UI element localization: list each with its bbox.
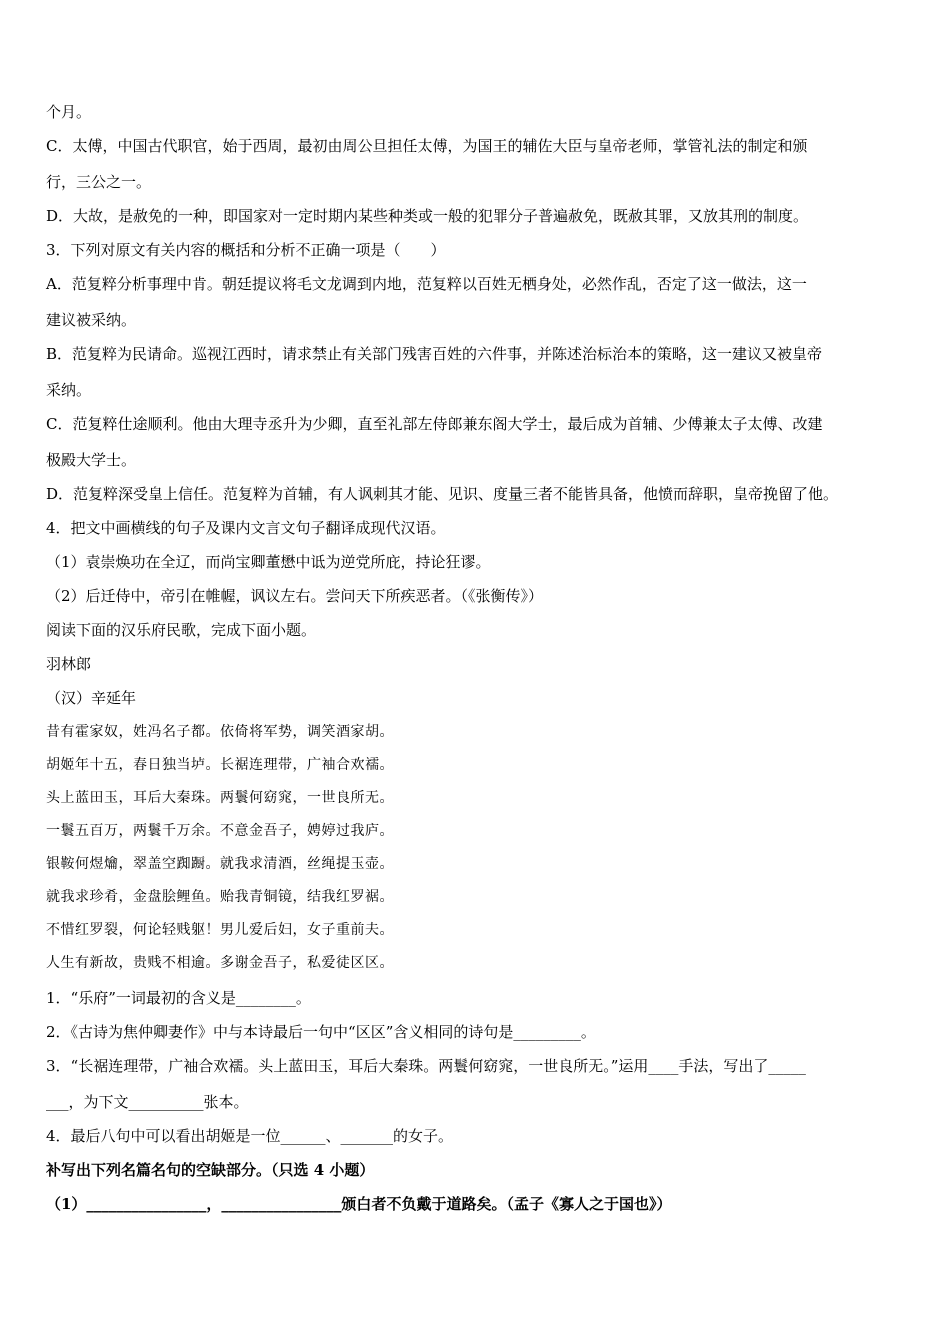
- q3-option-a-line2: 建议被采纳。: [46, 311, 137, 329]
- poem-line: 不惜红罗裂，何论轻贱躯！男儿爱后妇，女子重前夫。: [46, 922, 394, 938]
- section-heading: 补写出下列名篇名句的空缺部分。（只选 4 小题）: [46, 1161, 375, 1179]
- poem-author: （汉）辛延年: [46, 689, 137, 707]
- poem-line: 就我求珍肴，金盘脍鲤鱼。贻我青铜镜，结我红罗裾。: [46, 889, 394, 905]
- reading-instruction: 阅读下面的汉乐府民歌，完成下面小题。: [46, 621, 317, 639]
- poem-question-4: 4．最后八句中可以看出胡姬是一位______、_______的女子。: [46, 1127, 454, 1145]
- option-c-line1: C．太傅，中国古代职官，始于西周，最初由周公旦担任太傅，为国王的辅佐大臣与皇帝老师，掌管礼法的制定和颁: [46, 137, 808, 155]
- q3-option-b-line1: B．范复粹为民请命。巡视江西时，请求禁止有关部门残害百姓的六件事，并陈述治标治本的策略，这一建议又被皇帝: [46, 345, 823, 363]
- poem-line: 人生有新故，贵贱不相逾。多谢金吾子，私爱徒区区。: [46, 955, 394, 971]
- option-c-line2: 行，三公之一。: [46, 173, 152, 191]
- fill-blank-1: （1）________________，________________颁白者不负戴于道路矣。（孟子《寡人之于国也》）: [46, 1195, 672, 1213]
- question-3: 3．下列对原文有关内容的概括和分析不正确一项是（ ）: [46, 241, 446, 259]
- poem-question-3-line2: ___，为下文__________张本。: [46, 1093, 249, 1111]
- poem-line: 昔有霍家奴，姓冯名子都。依倚将军势，调笑酒家胡。: [46, 724, 394, 740]
- poem-title: 羽林郎: [46, 655, 92, 673]
- q3-option-a-line1: A．范复粹分析事理中肯。朝廷提议将毛文龙调到内地，范复粹以百姓无栖身处，必然作乱，否定了这一做法，这一: [46, 275, 807, 293]
- poem-line: 银鞍何煜爚，翠盖空踟蹰。就我求清酒，丝绳提玉壶。: [46, 856, 394, 872]
- poem-line: 胡姬年十五，春日独当垆。长裾连理带，广袖合欢襦。: [46, 757, 394, 773]
- poem-line: 一鬟五百万，两鬟千万余。不意金吾子，娉婷过我庐。: [46, 823, 394, 839]
- poem-question-2: 2．《古诗为焦仲卿妻作》中与本诗最后一句中“区区”含义相同的诗句是_________。: [46, 1023, 596, 1041]
- poem-line: 头上蓝田玉，耳后大秦珠。两鬟何窈窕，一世良所无。: [46, 790, 394, 806]
- q4-item-2: （2）后迁侍中，帝引在帷幄，讽议左右。尝问天下所疾恶者。（《张衡传》）: [46, 587, 544, 605]
- q3-option-c-line2: 极殿大学士。: [46, 451, 137, 469]
- text-line: 个月。: [46, 103, 92, 121]
- q3-option-b-line2: 采纳。: [46, 381, 92, 399]
- poem-question-3-line1: 3．“长裾连理带，广袖合欢襦。头上蓝田玉，耳后大秦珠。两鬟何窈窕，一世良所无。”运用____手法，写出了_____: [46, 1057, 806, 1075]
- q3-option-d: D．范复粹深受皇上信任。范复粹为首辅，有人讽刺其才能、见识、度量三者不能皆具备，他愤而辞职，皇帝挽留了他。: [46, 485, 839, 503]
- question-4: 4．把文中画横线的句子及课内文言文句子翻译成现代汉语。: [46, 519, 446, 537]
- poem-question-1: 1．“乐府”一词最初的含义是________。: [46, 989, 311, 1007]
- option-d: D．大故，是赦免的一种，即国家对一定时期内某些种类或一般的犯罪分子普遍赦免，既赦其罪，又放其刑的制度。: [46, 207, 809, 225]
- q3-option-c-line1: C．范复粹仕途顺利。他由大理寺丞升为少卿，直至礼部左侍郎兼东阁大学士，最后成为首辅、少傅兼太子太傅、改建: [46, 415, 823, 433]
- q4-item-1: （1）袁崇焕功在全辽，而尚宝卿董懋中诋为逆党所庇，持论狂谬。: [46, 553, 491, 571]
